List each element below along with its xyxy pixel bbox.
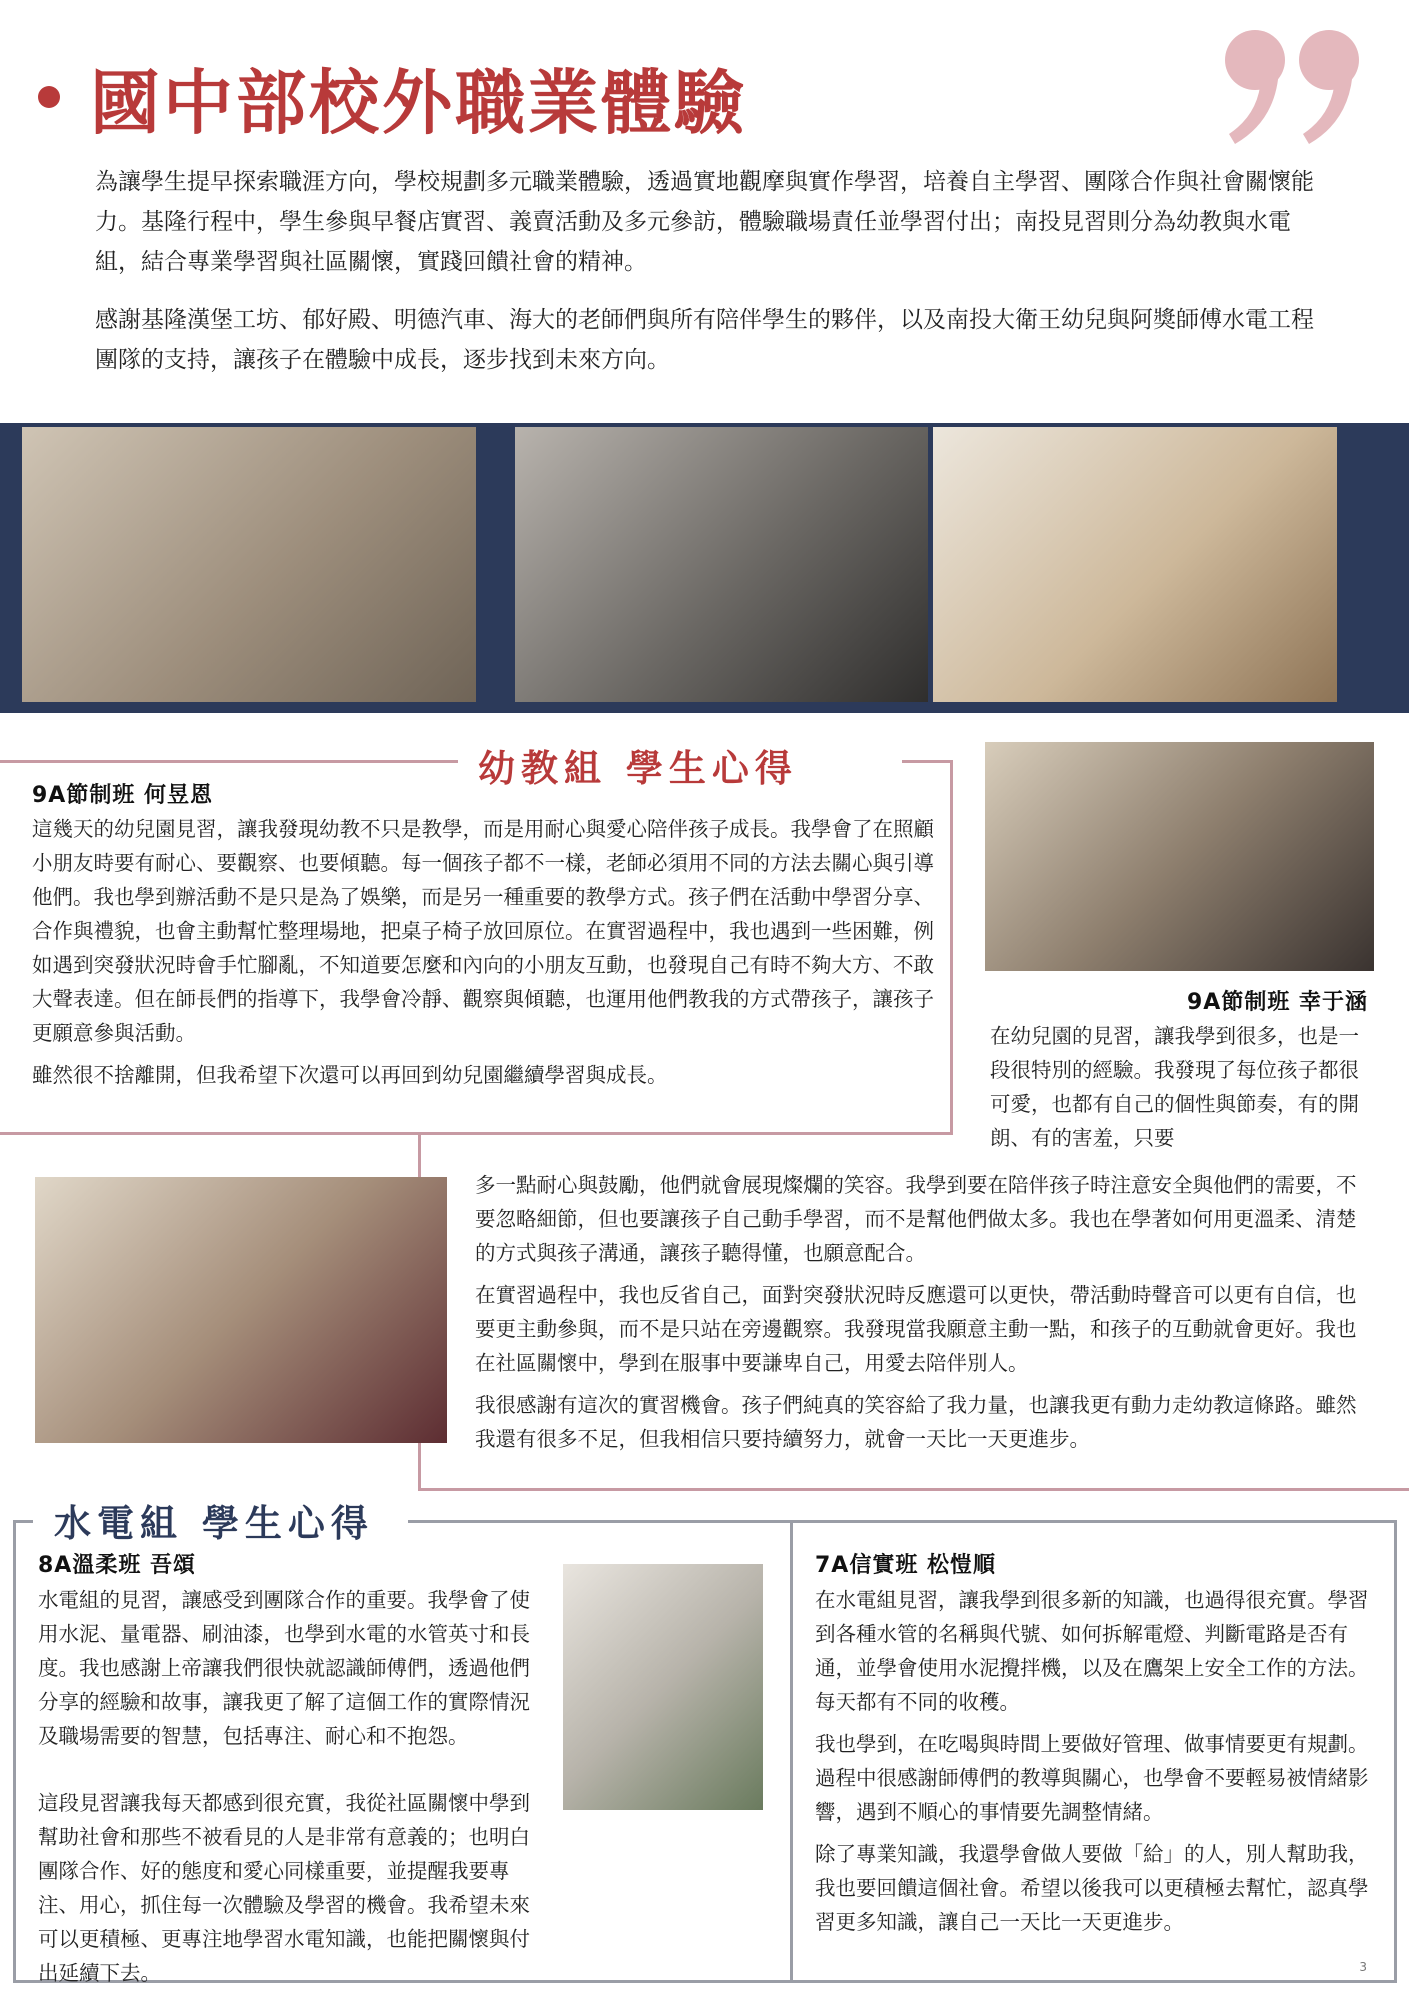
divider-line (0, 760, 458, 763)
student-name: 9A節制班 何昱恩 (32, 783, 213, 808)
student-name: 7A信實班 松愷順 (815, 1553, 996, 1578)
intro-section (95, 162, 1325, 398)
student-reflection (990, 1019, 1370, 1163)
intro-paragraph-2: 感謝基隆漢堡工坊、郁好殿、明德汽車、海大的老師們與所有陪伴學生的夥伴，以及南投大衛王幼兒與阿獎師傅水電工程團隊的支持，讓孩子在體驗中成長，逐步找到未來方向。 (95, 307, 1314, 373)
title-bullet-icon (38, 86, 60, 108)
divider-line (902, 760, 950, 763)
divider-line (418, 1488, 1409, 1491)
photo-kindergarten-class (933, 427, 1337, 702)
title-row (38, 42, 747, 152)
photo-ladder-work (563, 1564, 763, 1810)
intro-paragraph-1: 為讓學生提早探索職涯方向，學校規劃多元職業體驗，透過實地觀摩與實作學習，培養自主學習、團隊合作與社會關懷能力。基隆行程中，學生參與早餐店實習、義賣活動及多元參訪，體驗職場責任並學習付出；南投見習則分為幼教與水電組，結合專業學習與社區關懷，實踐回饋社會的精神。 (95, 169, 1314, 275)
divider-line (1394, 1520, 1397, 1982)
reflection-paragraph: 在水電組見習，讓我學到很多新的知識，也過得很充實。學習到各種水管的名稱與代號、如何拆解電燈、判斷電路是否有通，並學會使用水泥攪拌機，以及在鷹架上安全工作的方法。每天都有不同的收穫。 (815, 1588, 1369, 1714)
reflection-paragraph: 多一點耐心與鼓勵，他們就會展現燦爛的笑容。我學到要在陪伴孩子時注意安全與他們的需要，不要忽略細節，但也要讓孩子自己動手學習，而不是幫他們做太多。我也在學著如何用更溫柔、清楚的方式與孩子溝通，讓孩子聽得懂，也願意配合。 (475, 1173, 1357, 1265)
divider-line (0, 1132, 953, 1135)
student-name: 9A節制班 幸于涵 (1187, 990, 1368, 1015)
photo-auto-repair (515, 427, 928, 702)
divider-line (408, 1520, 1394, 1523)
student-reflection-continued (475, 1168, 1370, 1464)
divider-line (13, 1520, 33, 1523)
student-reflection-continued (38, 1786, 778, 1990)
photo-group-with-teachers (35, 1177, 447, 1443)
reflection-paragraph: 我也學到，在吃喝與時間上要做好管理、做事情要更有規劃。過程中很感謝師傅們的教導與關心，也學會不要輕易被情緒影響，遇到不順心的事情要先調整情緒。 (815, 1732, 1369, 1824)
reflection-paragraph: 雖然很不捨離開，但我希望下次還可以再回到幼兒園繼續學習與成長。 (32, 1063, 668, 1087)
quotation-mark-icon (1217, 20, 1377, 150)
reflection-paragraph (38, 1786, 778, 1990)
page-number: 3 (1359, 1960, 1367, 1974)
divider-line (950, 760, 953, 1132)
divider-line (13, 1520, 16, 1980)
student-name: 8A溫柔班 吾頌 (38, 1553, 196, 1578)
student-reflection (815, 1583, 1377, 1947)
reflection-paragraph: 在幼兒園的見習，讓我學到很多，也是一段很特別的經驗。我發現了每位孩子都很可愛，也都有自己的個性與節奏，有的開朗、有的害羞，只要 (990, 1024, 1359, 1150)
reflection-paragraph: 我很感謝有這次的實習機會。孩子們純真的笑容給了我力量，也讓我更有動力走幼教這條路。雖然我還有很多不足，但我相信只要持續努力，就會一天比一天更進步。 (475, 1393, 1357, 1451)
reflection-text: 這段見習讓我每天都感到很充實，我從社區關懷中學到幫助社會和那些不被看見的人是非常有意義的；也明白團隊合作、好的態度和愛心同樣重要，並提醒我要專注、用心，抓住每一次體驗及學習的機會。我希望未來可以更積極、更專注地學習水電知識，也能把關懷與付出延續下去。 (38, 1791, 530, 1985)
plumbing-heading: 水電組 學生心得 (40, 1493, 388, 1547)
student-reflection (32, 812, 947, 1100)
preschool-heading: 幼教組 學生心得 (464, 738, 812, 792)
divider-line (790, 1520, 793, 1980)
photo-two-students (985, 742, 1374, 971)
reflection-paragraph: 水電組的見習，讓感受到團隊合作的重要。我學會了使用水泥、量電器、刷油漆，也學到水電的水管英寸和長度。我也感謝上帝讓我們很快就認識師傅們，透過他們分享的經驗和故事，讓我更了解了這個工作的實際情況及職場需要的智慧，包括專注、耐心和不抱怨。 (38, 1588, 530, 1748)
page-title: 國中部校外職業體驗 (90, 61, 747, 144)
reflection-paragraph: 在實習過程中，我也反省自己，面對突發狀況時反應還可以更快，帶活動時聲音可以更有自信，也要更主動參與，而不是只站在旁邊觀察。我發現當我願意主動一點，和孩子的互動就會更好。我也在社區關懷中，學到在服事中要謙卑自己，用愛去陪伴別人。 (475, 1283, 1357, 1375)
reflection-paragraph: 這幾天的幼兒園見習，讓我發現幼教不只是教學，而是用耐心與愛心陪伴孩子成長。我學會了在照顧小朋友時要有耐心、要觀察、也要傾聽。每一個孩子都不一樣，老師必須用不同的方法去關心與引導他們。我也學到辦活動不是只是為了娛樂，而是另一種重要的教學方式。孩子們在活動中學習分享、合作與禮貌，也會主動幫忙整理場地，把桌子椅子放回原位。在實習過程中，我也遇到一些困難，例如遇到突發狀況時會手忙腳亂，不知道要怎麼和內向的小朋友互動，也發現自己有時不夠大方、不敢大聲表達。但在師長們的指導下，我學會冷靜、觀察與傾聽，也運用他們教我的方式帶孩子，讓孩子更願意參與活動。 (32, 817, 934, 1045)
student-reflection (38, 1583, 543, 1761)
photo-band (0, 423, 1409, 713)
reflection-paragraph: 除了專業知識，我還學會做人要做「給」的人，別人幫助我，我也要回饋這個社會。希望以後我可以更積極去幫忙，認真學習更多知識，讓自己一天比一天更進步。 (815, 1842, 1369, 1934)
photo-certificates (22, 427, 476, 702)
